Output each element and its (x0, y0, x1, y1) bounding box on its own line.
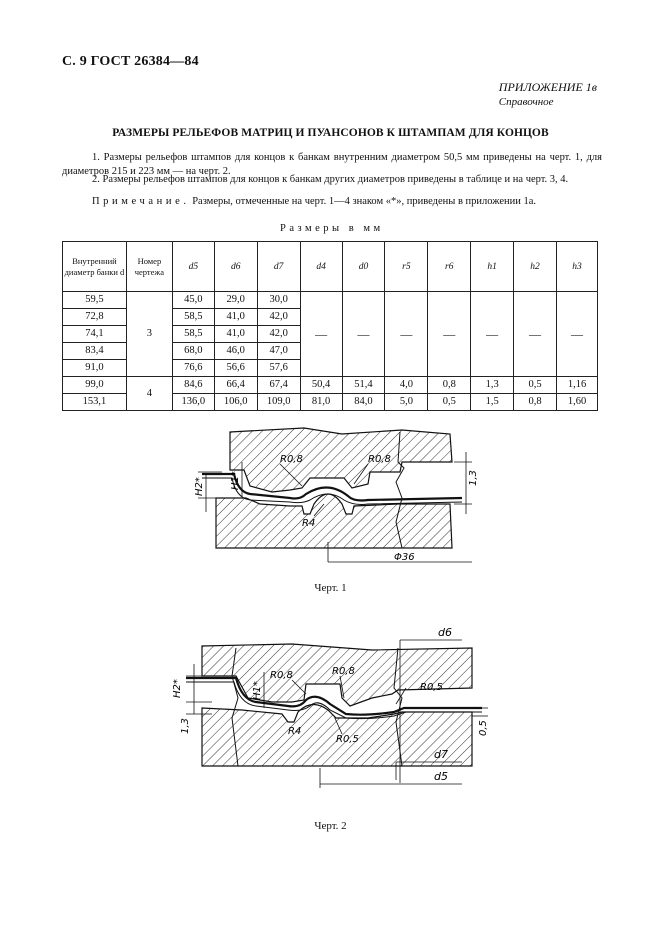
col-header-h1: h1 (471, 242, 514, 292)
caption-drawing-1: Черт. 1 (314, 582, 347, 594)
cell-diameter: 74,1 (63, 326, 127, 343)
cell-d5: 68,0 (172, 343, 214, 360)
cell-h2: 0,8 (514, 394, 557, 411)
table-header-row (63, 242, 598, 292)
cell-diameter: 59,5 (63, 292, 127, 309)
caption-drawing-2: Черт. 2 (314, 820, 347, 832)
cell-d5: 136,0 (172, 394, 214, 411)
cell-d5: 84,6 (172, 377, 214, 394)
col-header-h2: h2 (514, 242, 557, 292)
col-header-d6: d6 (214, 242, 257, 292)
cell-dash: — (385, 292, 428, 377)
label-h2: H2* (172, 679, 183, 698)
cell-d6: 106,0 (214, 394, 257, 411)
cell-d6: 29,0 (214, 292, 257, 309)
cell-dash: — (557, 292, 598, 377)
cell-diameter: 99,0 (63, 377, 127, 394)
cell-d7: 67,4 (257, 377, 300, 394)
label-r08-right: R0,8 (332, 666, 355, 677)
note-label: Примечание. (92, 196, 190, 207)
col-header-d0: d0 (342, 242, 385, 292)
cell-d5: 58,5 (172, 326, 214, 343)
dimensions-table (62, 241, 598, 411)
col-header-r5: r5 (385, 242, 428, 292)
table-row (63, 377, 598, 394)
cell-h1: 1,3 (471, 377, 514, 394)
paragraph-1: 1. Размеры рельефов штампов для концов к банкам внутренним диаметром 50,5 мм приведены на черт. 1, для диаметров 215 и 223 мм — на черт. 2. (62, 152, 602, 177)
col-header-d7: d7 (257, 242, 300, 292)
col-header-drawing: Номер чертежа (126, 242, 172, 292)
label-dim-05: 0,5 (478, 720, 489, 736)
cell-diameter: 72,8 (63, 309, 127, 326)
cell-d7: 47,0 (257, 343, 300, 360)
cell-diameter: 91,0 (63, 360, 127, 377)
label-h1: H1* (230, 471, 241, 490)
cell-r6: 0,8 (428, 377, 471, 394)
cell-dash: — (342, 292, 385, 377)
page-header: С. 9 ГОСТ 26384—84 (62, 54, 199, 69)
label-diameter: Φ36 (394, 552, 415, 563)
cell-d6: 56,6 (214, 360, 257, 377)
cell-h1: 1,5 (471, 394, 514, 411)
label-r4: R4 (302, 518, 316, 529)
cell-d4: 81,0 (300, 394, 342, 411)
document-title: РАЗМЕРЫ РЕЛЬЕФОВ МАТРИЦ И ПУАНСОНОВ К ШТАМПАМ ДЛЯ КОНЦОВ (112, 127, 549, 139)
cell-d6: 41,0 (214, 309, 257, 326)
col-header-h3: h3 (557, 242, 598, 292)
cell-h3: 1,60 (557, 394, 598, 411)
cell-d5: 45,0 (172, 292, 214, 309)
label-d7: d7 (434, 748, 448, 761)
label-h1: H1* (252, 681, 263, 700)
cell-diameter: 153,1 (63, 394, 127, 411)
cell-h3: 1,16 (557, 377, 598, 394)
cell-d7: 109,0 (257, 394, 300, 411)
label-r05-upper: R0,5 (420, 682, 443, 693)
cell-d0: 84,0 (342, 394, 385, 411)
cell-d6: 66,4 (214, 377, 257, 394)
cell-d0: 51,4 (342, 377, 385, 394)
drawing-1 (172, 422, 492, 572)
lower-die (216, 494, 452, 548)
cell-d6: 41,0 (214, 326, 257, 343)
label-r08-left: R0,8 (280, 454, 303, 465)
note-text: Размеры, отмеченные на черт. 1—4 знаком «*», приведены в приложении 1а. (192, 196, 537, 207)
appendix-title: ПРИЛОЖЕНИЕ 1в (498, 80, 597, 94)
cell-r5: 5,0 (385, 394, 428, 411)
note (92, 195, 612, 209)
table-row (63, 292, 598, 309)
label-h2: H2* (194, 477, 205, 496)
appendix-block (499, 80, 597, 110)
label-r08-right: R0,8 (368, 454, 391, 465)
label-r4: R4 (288, 726, 302, 737)
cell-d5: 58,5 (172, 309, 214, 326)
cell-drawing: 3 (126, 292, 172, 377)
cell-dash: — (514, 292, 557, 377)
cell-dash: — (471, 292, 514, 377)
cell-d7: 57,6 (257, 360, 300, 377)
label-dim-13: 1,3 (468, 470, 479, 486)
cell-dash: — (428, 292, 471, 377)
col-header-d5: d5 (172, 242, 214, 292)
col-header-d4: d4 (300, 242, 342, 292)
cell-r5: 4,0 (385, 377, 428, 394)
appendix-subtitle: Справочное (498, 96, 554, 108)
cell-d6: 46,0 (214, 343, 257, 360)
label-dim-13: 1,3 (180, 718, 191, 734)
label-r08-left: R0,8 (270, 670, 293, 681)
cell-drawing: 4 (126, 377, 172, 411)
label-d5: d5 (434, 770, 448, 783)
label-d6: d6 (438, 626, 452, 639)
cell-r6: 0,5 (428, 394, 471, 411)
paragraph-2: 2. Размеры рельефов штампов для концов к банкам других диаметров приведены в таблице и на черт. 3, 4. (92, 174, 569, 185)
col-header-diameter: Внутренний диаметр банки d (63, 242, 127, 292)
cell-h2: 0,5 (514, 377, 557, 394)
cell-d7: 42,0 (257, 326, 300, 343)
cell-d7: 30,0 (257, 292, 300, 309)
upper-die (230, 428, 452, 492)
drawing-2 (172, 618, 492, 798)
cell-d4: 50,4 (300, 377, 342, 394)
cell-d5: 76,6 (172, 360, 214, 377)
cell-d7: 42,0 (257, 309, 300, 326)
col-header-r6: r6 (428, 242, 471, 292)
cell-diameter: 83,4 (63, 343, 127, 360)
units-label: Размеры в мм (280, 223, 384, 234)
cell-dash: — (300, 292, 342, 377)
label-r05-lower: R0,5 (336, 734, 359, 745)
